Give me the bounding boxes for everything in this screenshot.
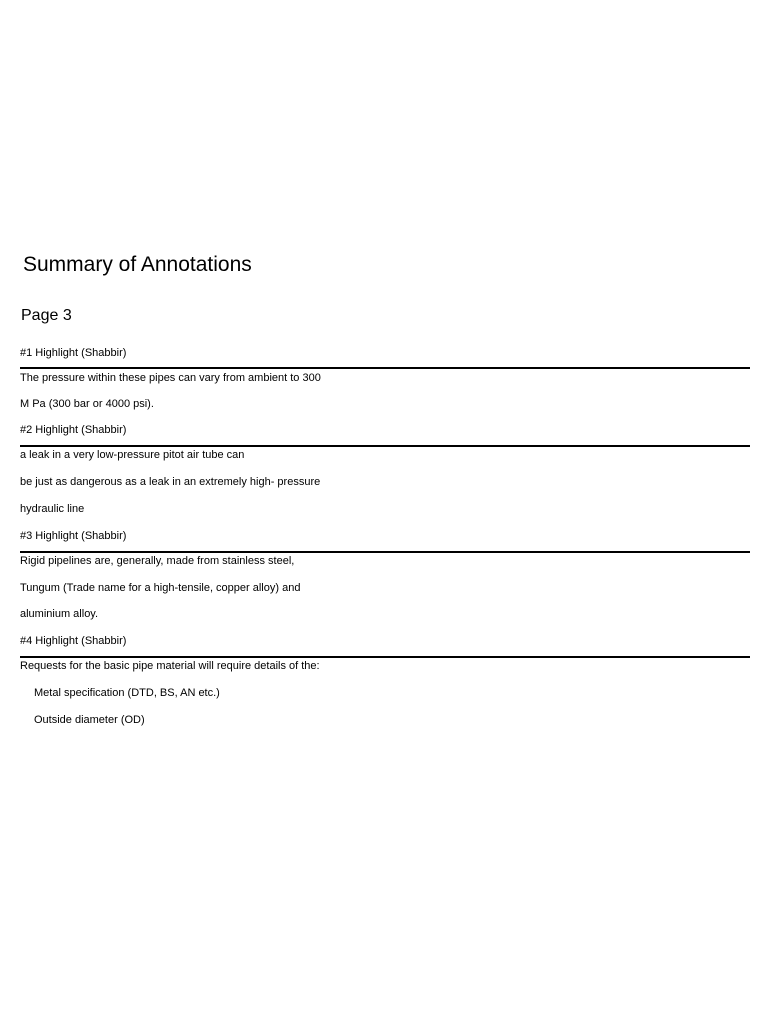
annotation-4-divider: [20, 656, 750, 658]
annotation-3-header: #3 Highlight (Shabbir): [20, 530, 127, 542]
annotation-2-line-1: a leak in a very low-pressure pitot air tube can: [20, 449, 245, 461]
annotation-3-line-2: Tungum (Trade name for a high-tensile, copper alloy) and: [20, 582, 301, 594]
annotation-2-line-2: be just as dangerous as a leak in an extremely high- pressure: [20, 476, 321, 488]
annotation-1-line-1: The pressure within these pipes can vary from ambient to 300: [20, 372, 321, 384]
annotation-3-line-1: Rigid pipelines are, generally, made from stainless steel,: [20, 555, 295, 567]
annotation-1-line-2: M Pa (300 bar or 4000 psi).: [20, 398, 154, 410]
annotation-1-divider: [20, 367, 750, 369]
annotation-4-line-1: Requests for the basic pipe material will require details of the:: [20, 660, 320, 672]
annotation-2-line-3: hydraulic line: [20, 503, 85, 515]
document-title: Summary of Annotations: [23, 253, 252, 276]
page-label: Page 3: [21, 307, 72, 324]
annotation-3-divider: [20, 551, 750, 553]
annotation-2-header: #2 Highlight (Shabbir): [20, 424, 127, 436]
annotation-4-line-3: Outside diameter (OD): [34, 714, 145, 726]
annotation-2-divider: [20, 445, 750, 447]
annotation-4-header: #4 Highlight (Shabbir): [20, 635, 127, 647]
annotation-4-line-2: Metal specification (DTD, BS, AN etc.): [34, 687, 220, 699]
annotation-1-header: #1 Highlight (Shabbir): [20, 347, 127, 359]
annotation-3-line-3: aluminium alloy.: [20, 608, 99, 620]
